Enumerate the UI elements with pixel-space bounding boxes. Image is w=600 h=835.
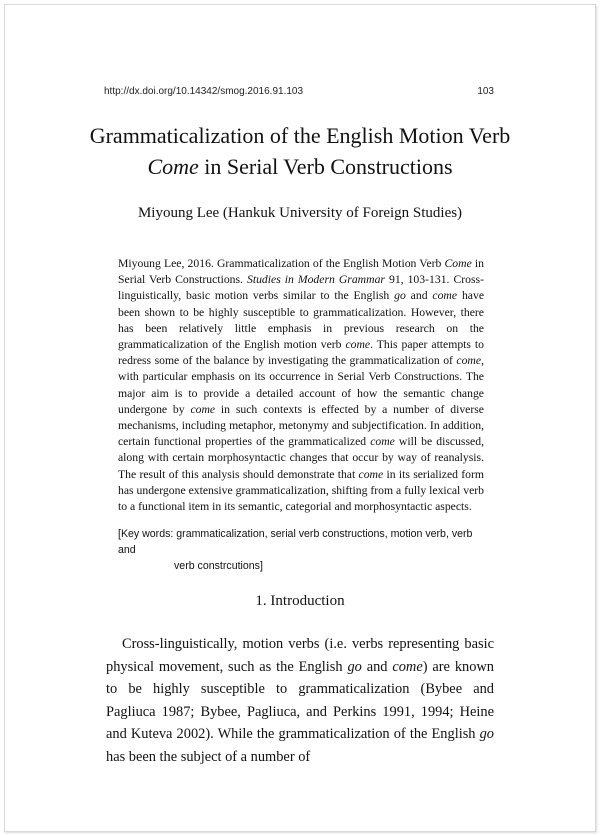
abstract-italic: come (432, 289, 458, 303)
abstract-text: in Serial Verb Constructions. (118, 257, 484, 287)
abstract-italic: come (370, 435, 395, 449)
title-line-2-rest: in Serial Verb Constructions (198, 154, 453, 179)
abstract-italic: go (394, 289, 406, 303)
abstract-text: have been shown to be highly susceptible to grammaticalization. However, there has been relatively little emphasis in previous research on the grammaticalization of the English motion verb (118, 289, 485, 352)
author-line: Miyoung Lee (Hankuk University of Foreign Studies) (137, 205, 463, 221)
title-italic-come: Come (147, 154, 199, 179)
abstract-text: in its serialized form has undergone extensive grammaticalization, shifting from a fully lexical verb to a functional item in its semantic, categorial and morphosyntactic aspects. (118, 467, 484, 514)
abstract-italic: Come (444, 257, 472, 270)
abstract-italic: come (345, 338, 371, 352)
page-number: 103 (477, 86, 494, 97)
title-line-2 (0, 151, 600, 182)
journal-name: Studies in Modern Grammar (246, 273, 385, 287)
abstract (118, 256, 484, 515)
body-text: has been the subject of a number of (106, 748, 311, 765)
keywords-line-2: verb constrcutions] (174, 560, 263, 572)
abstract-text: 91, 103-131. Cross-linguistically, basic motion verbs similar to the English (118, 273, 484, 303)
section-heading: 1. Introduction (255, 593, 345, 609)
body-paragraph (106, 633, 494, 768)
body-italic: go (479, 726, 494, 742)
abstract-italic: come (358, 467, 384, 481)
abstract-text: Miyoung Lee, 2016. Grammaticalization of the English Motion Verb (118, 257, 445, 270)
abstract-text: in such contexts is effected by a number of diverse mechanisms, including metaphor, metonymy and subjectification. In addition, certain functional properties of the grammaticalized (118, 402, 484, 449)
abstract-italic: come (456, 354, 482, 368)
doi-link[interactable]: http://dx.doi.org/10.14342/smog.2016.91.103 (104, 86, 304, 97)
title-line-1: Grammaticalization of the English Motion Verb (89, 123, 511, 148)
abstract-text: will be discussed, along with certain morphosyntactic changes that occur by way of reanalysis. The result of this analysis should demonstrate that (118, 435, 484, 481)
body-italic: come (392, 658, 423, 675)
body-text: Cross-linguistically, motion verbs (i.e. verbs representing basic physical movement, such as the English (106, 636, 494, 675)
body-italic: go (347, 658, 362, 675)
keywords (118, 526, 488, 574)
body-text: ) are known to be highly susceptible to grammaticalization (Bybee and Pagliuca 1987; Bybee, Pagliuca, and Perkins 1991, 1994; Heine and Kuteva 2002). While the grammaticalization of the English (106, 658, 494, 742)
abstract-text: and (405, 289, 433, 303)
abstract-text: . This paper attempts to redress some of the balance by investigating the grammaticalization of (118, 338, 485, 368)
body-text: and (361, 658, 393, 675)
abstract-italic: come (190, 402, 216, 416)
abstract-text: , with particular emphasis on its occurrence in Serial Verb Constructions. The major aim is to provide a detailed account of how the semantic change undergone by (118, 354, 484, 416)
paper-title (0, 120, 600, 182)
keywords-line-1: [Key words: grammaticalization, serial verb constructions, motion verb, verb and (118, 528, 473, 556)
